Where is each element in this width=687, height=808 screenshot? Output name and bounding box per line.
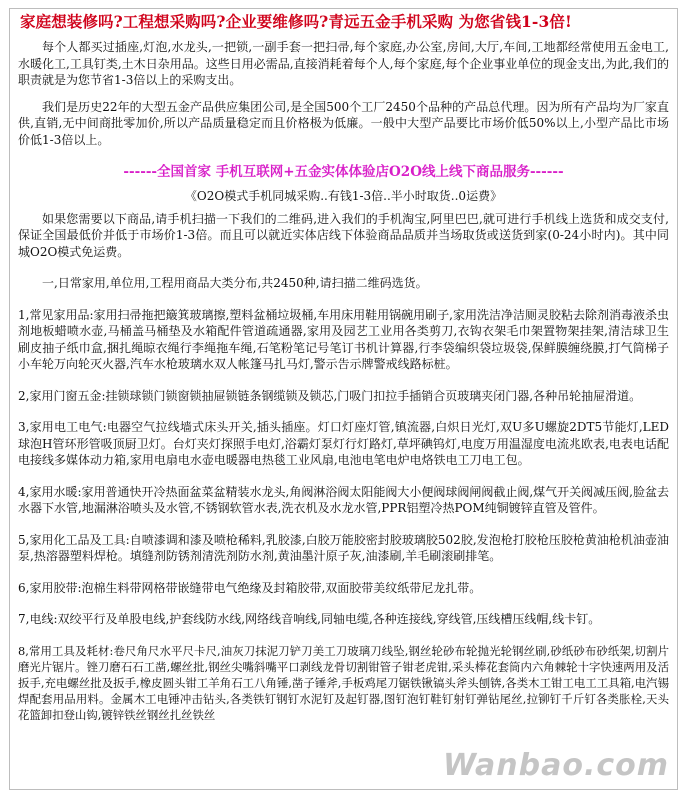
site-watermark: Wanbao.com — [442, 748, 669, 783]
intro-paragraph-1: 每个人都买过插座,灯泡,水龙头,一把锁,一副手套一把扫帚,每个家庭,办公室,房间,大厅,车间,工地都经常使用五金电工,水暖化工,工具钉类,土木日杂用品。这些日用必需品,直接消耗着每个人,每个家庭,每个企业事业单位的现金支出,为此,我们的职责就是为您节省1-3倍以上的采购支出。 — [18, 40, 669, 87]
section-intro: 一,日常家用,单位用,工程用商品大类分布,共2450种,请扫描二维码选货。 — [42, 276, 428, 290]
category-8-tools-consumables: 8,常用工具及耗材:卷尺角尺水平尺卡尺,油灰刀抹泥刀铲刀美工刀玻璃刀线坠,钢丝轮砂布轮抛光轮钢丝刷,砂纸砂布砂纸架,切割片磨光片锯片。锉刀磨石石工凿,螺丝批,钢丝尖嘴斜嘴平口剥线龙骨切割钳管子钳老虎钳,采头棒花套筒内六角棘轮十字快速两用及活扳手,充电螺丝批及扳手,橡皮圆头钳工羊角石工八角锤,凿子锤斧,手板鸡尾刀锯铁锹镐头斧头刨锛,各类木工钳工电工工具箱,电汽锡焊配套用品用料。金属木工电锤冲击钻头,各类铁钉钢钉水泥钉及起钉器,图钉泡钉鞋钉射钉弹钻尾丝,拉铆钉千斤钉各类胀栓,天头花篮卸扣登山钩,镀锌铁丝钢丝扎丝铁丝 — [18, 643, 669, 722]
page-headline: 家庭想装修吗?工程想采购吗?企业要维修吗?青远五金手机采购 为您省钱1-3倍! — [20, 12, 572, 31]
category-7-wires: 7,电线:双绞平行及单股电线,护套线防水线,网络线音响线,同轴电缆,各种连接线,穿线管,压线槽压线帽,线卡钉。 — [18, 612, 601, 626]
category-6-tapes: 6,家用胶带:泡棉生料带网格带嵌缝带电气绝缘及封箱胶带,双面胶带美纹纸带尼龙扎带。 — [18, 580, 482, 595]
o2o-paragraph: 如果您需要以下商品,请手机扫描一下我们的二维码,进入我们的手机淘宝,阿里巴巴,就可进行手机线上选货和成交支付,保证全国最低价并低于市场价1-3倍。而且可以就近实体店线下体验商品品质并当场取货或送货到家(0-24小时内)。其中同城O2O模式免运费。 — [18, 211, 669, 259]
intro-paragraph-2: 我们是历史22年的大型五金产品供应集团公司,是全国500个工厂2450个品种的产品总代理。因为所有产品均为厂家直供,直销,无中间商批零加价,所以产品质量稳定而且价格极为低廉。一般中大型产品要比市场价低50%以上,小型产品比市场价低1-3倍以上。 — [18, 99, 669, 147]
category-4-plumbing: 4,家用水暖:家用普通快开冷热面盆菜盆精装水龙头,角阀淋浴阀太阳能阀大小便阀球阀闸阀截止阀,煤气开关阀减压阀,脸盆去水器下水管,地漏淋浴喷头及水管,不锈钢软管水表,洗衣机及水龙水管,PPR铝塑冷热POM纯铜镀锌直管及管件。 — [18, 484, 669, 515]
category-5-chemicals-tools: 5,家用化工品及工具:自喷漆调和漆及喷枪稀料,乳胶漆,白胶万能胶密封胶玻璃胶502胶,发泡枪打胶枪压胶枪黄油枪机油壶油泵,热溶器塑料焊枪。填缝剂防锈剂清洗剂防水剂,黄油墨汁原子灰,油漆刷,羊毛刷滚刷排笔。 — [18, 532, 669, 563]
o2o-banner: ------全国首家 手机互联网+五金实体体验店O2O线上线下商品服务------ — [123, 164, 564, 180]
category-3-electrical: 3,家用电工电气:电器空气拉线墙式床头开关,插头插座。灯口灯座灯管,镇流器,白炽日光灯,双U多U螺旋2DT5节能灯,LED球泡H管环形管吸顶厨卫灯。台灯夹灯探照手电灯,浴霸灯泵灯行灯路灯,草坪碘钨灯,电度万用温湿度电流兆欧表,电表电话配电接线多媒体动力箱,家用电扇电水壶电暖器电热毯工业风扇,电池电笔电炉电烙铁电工刀电工包。 — [18, 420, 669, 467]
category-2-door-window-hardware: 2,家用门窗五金:挂锁球锁门锁窗锁抽屉锁链条钢缆锁及锁芯,门吸门扣拉手插销合页玻璃夹闭门器,各种吊轮抽屉滑道。 — [18, 388, 642, 403]
document-page — [9, 8, 678, 790]
o2o-subtitle: 《O2O模式手机同城采购..有钱1-3倍..半小时取货..0运费》 — [184, 189, 503, 203]
category-1-household: 1,常见家用品:家用扫帚拖把簸箕玻璃擦,塑料盆桶垃圾桶,车用床用鞋用锅碗用刷子,家用洗洁净洁厕灵胶粘去除剂消毒液杀虫剂地板蜡喷水壶,马桶盖马桶垫及水箱配件管道疏通器,家用及园艺工业用各类剪刀,衣钩衣架毛巾架置物架挂架,清洁球卫生刷皮抽子纸巾盒,捆扎绳晾衣绳行李绳拖车绳,石笔粉笔记号笔订书机计算器,行李袋编织袋垃圾袋,保鲜膜缠绕膜,打气筒梯子小车轮万向轮灭火器,汽车水枪玻璃水双人帐篷马扎马灯,警示告示牌警戒线路标桩。 — [18, 307, 669, 371]
